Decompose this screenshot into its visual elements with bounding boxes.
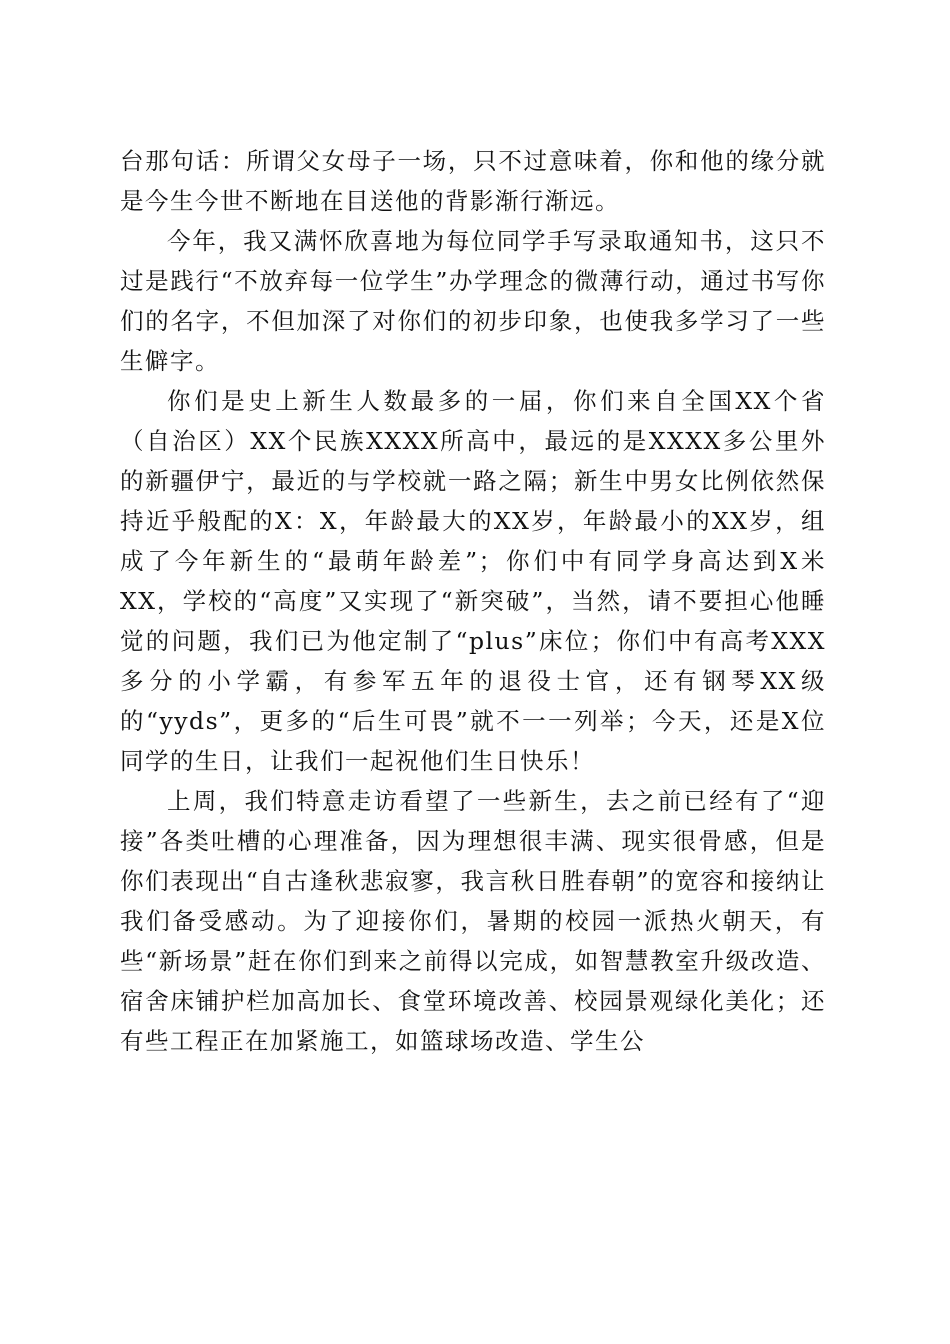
body-text	[120, 141, 826, 1061]
paragraph-1: 台那句话：所谓父女母子一场，只不过意味着，你和他的缘分就是今生今世不断地在目送他的背影渐行渐远。	[120, 147, 826, 215]
paragraph-2: 今年，我又满怀欣喜地为每位同学手写录取通知书，这只不过是践行“不放弃每一位学生”办学理念的微薄行动，通过书写你们的名字，不但加深了对你们的初步印象，也使我多学习了一些生僻字。	[120, 227, 826, 375]
paragraph-4: 上周，我们特意走访看望了一些新生，去之前已经有了“迎接”各类吐槽的心理准备，因为理想很丰满、现实很骨感，但是你们表现出“自古逢秋悲寂寥，我言秋日胜春朝”的宽容和接纳让我们备受感动。为了迎接你们，暑期的校园一派热火朝天，有些“新场景”赶在你们到来之前得以完成，如智慧教室升级改造、宿舍床铺护栏加高加长、食堂环境改善、校园景观绿化美化；还有些工程正在加紧施工，如篮球场改造、学生公	[120, 787, 826, 1055]
paragraph-3: 你们是史上新生人数最多的一届，你们来自全国XX个省（自治区）XX个民族XXXX所高中，最远的是XXXX多公里外的新疆伊宁，最近的与学校就一路之隔；新生中男女比例依然保持近乎般配的X：X，年龄最大的XX岁，年龄最小的XX岁，组成了今年新生的“最萌年龄差”；你们中有同学身高达到X米XX，学校的“高度”又实现了“新突破”，当然，请不要担心他睡觉的问题，我们已为他定制了“plus”床位；你们中有高考XXX多分的小学霸，有参军五年的退役士官，还有钢琴XX级的“yyds”，更多的“后生可畏”就不一一列举；今天，还是X位同学的生日，让我们一起祝他们生日快乐！	[120, 387, 826, 775]
